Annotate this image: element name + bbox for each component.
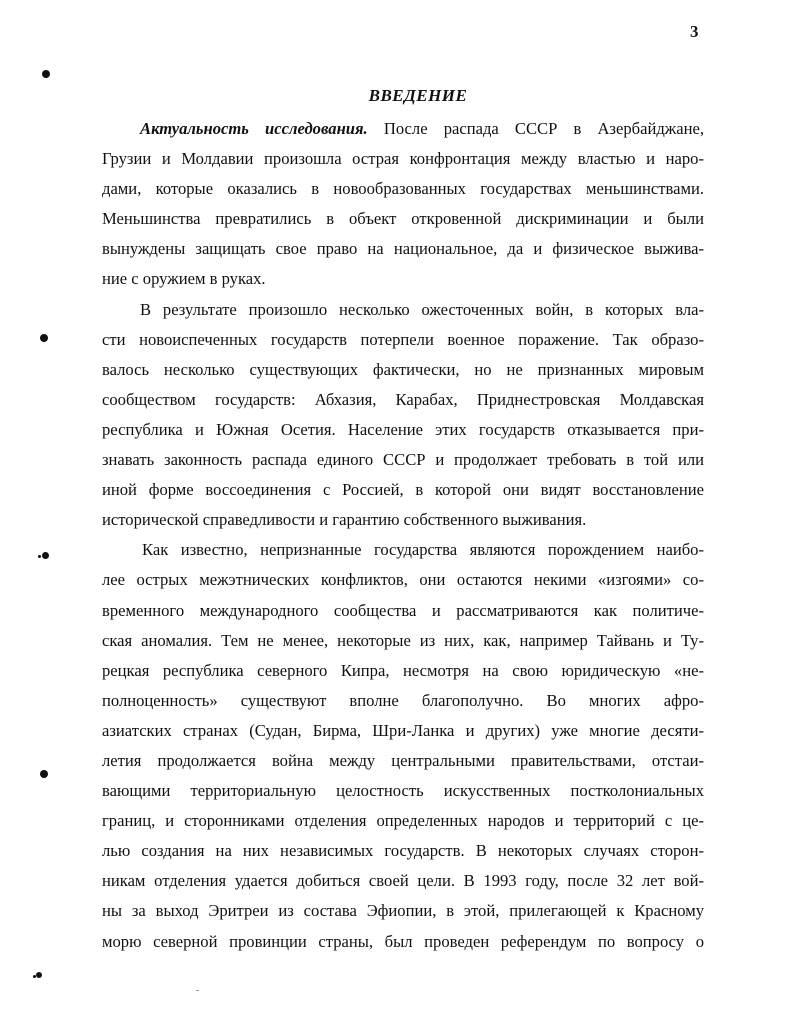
section-title: ВВЕДЕНИЕ — [368, 86, 468, 105]
text-line — [102, 114, 704, 144]
paragraph-1 — [102, 114, 704, 295]
text-line: ская аномалия. Тем не менее, некоторые из них, как, например Тайвань и Ту- — [102, 630, 704, 650]
text-line: сти новоиспеченных государств потерпели военное поражение. Так образо- — [102, 329, 704, 349]
text-line: морю северной провинции страны, был проведен референдум по вопросу о — [102, 931, 704, 951]
punch-hole-mark — [42, 552, 49, 559]
text-line: валось несколько существующих фактически, но не признанных мировым — [102, 359, 704, 379]
text-line: временного международного сообщества и рассматриваются как политиче- — [102, 600, 704, 620]
text-line: рецкая республика северного Кипра, несмотря на свою юридическую «не- — [102, 660, 704, 680]
text-line: полноценность» существуют вполне благополучно. Во многих афро- — [102, 690, 704, 710]
page-number: 3 — [690, 22, 699, 41]
text-line: Грузии и Молдавии произошла острая конфронтация между властью и наро- — [102, 149, 704, 169]
punch-hole-mark — [40, 334, 48, 342]
text-line: вающими территориальную целостность искусственных постколониальных — [102, 781, 704, 801]
body-text — [102, 114, 704, 957]
punch-hole-mark — [36, 972, 42, 978]
text-line: знавать законность распада единого СССР и продолжает требовать в той или — [102, 450, 704, 470]
text-line: летия продолжается война между центральными правительствами, отстаи- — [102, 750, 704, 770]
text-line: азиатских странах (Судан, Бирма, Шри-Ланка и других) уже многие десяти- — [102, 720, 704, 740]
text-line: Меньшинства превратились в объект откровенной дискриминации и были — [102, 209, 704, 229]
punch-hole-mark — [33, 975, 36, 978]
text-line: границ, и сторонниками отделения определенных народов и территорий с це- — [102, 811, 704, 831]
text-line: Как известно, непризнанные государства являются порождением наибо- — [142, 540, 704, 560]
text-line: дами, которые оказались в новообразованных государствах меньшинствами. — [102, 179, 704, 199]
text-line: лью создания на них независимых государств. В некоторых случаях сторон- — [102, 841, 704, 861]
text-line: республика и Южная Осетия. Население этих государств отказывается при- — [102, 419, 704, 439]
text-line: лее острых межэтнических конфликтов, они остаются некими «изгоями» со- — [102, 570, 704, 590]
punch-hole-mark — [42, 70, 50, 78]
text-span: После распада СССР в Азербайджане, — [367, 119, 705, 138]
text-line: иной форме воссоединения с Россией, в которой они видят восстановление — [102, 480, 704, 500]
text-line: сообществом государств: Абхазия, Карабах, Приднестровская Молдавская — [102, 389, 704, 409]
text-line: В результате произошло несколько ожесточенных войн, в которых вла- — [140, 299, 704, 319]
text-line: ны за выход Эритреи из состава Эфиопии, в этой, прилегающей к Красному — [102, 901, 704, 921]
text-line: ние с оружием в руках. — [102, 269, 266, 289]
text-line: исторической справедливости и гарантию собственного выживания. — [102, 510, 587, 530]
scan-speck — [196, 990, 199, 991]
text-line: вынуждены защищать свое право на национальное, да и физическое выжива- — [102, 239, 704, 259]
punch-hole-mark — [40, 770, 48, 778]
paragraph-3 — [102, 535, 704, 956]
lead-phrase: Актуальность исследования. — [140, 119, 368, 138]
paragraph-2 — [102, 295, 704, 536]
text-line: никам отделения удается добиться своей цели. В 1993 году, после 32 лет вой- — [102, 871, 704, 891]
punch-hole-mark — [38, 555, 41, 558]
